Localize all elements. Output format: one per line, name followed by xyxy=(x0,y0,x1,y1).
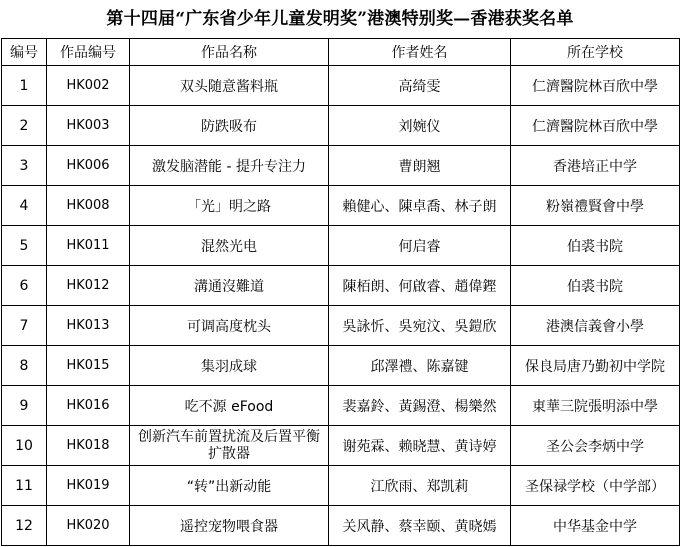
row-number: 11 xyxy=(2,466,47,506)
table-row xyxy=(2,466,680,506)
school-name: 港澳信義會小學 xyxy=(511,306,680,346)
row-number: 9 xyxy=(2,386,47,426)
row-number: 10 xyxy=(2,426,47,466)
table-row xyxy=(2,506,680,546)
work-code: HK016 xyxy=(47,386,130,426)
table-row xyxy=(2,226,680,266)
work-name: 吃不源 eFood xyxy=(130,386,329,426)
work-code: HK002 xyxy=(47,66,130,106)
school-name: 伯裘书院 xyxy=(511,226,680,266)
work-name: 激发脑潜能 - 提升专注力 xyxy=(130,146,329,186)
author-names: 何启睿 xyxy=(329,226,511,266)
school-name: 伯裘书院 xyxy=(511,266,680,306)
author-names: 关风静、蔡幸颐、黄晓嫣 xyxy=(329,506,511,546)
school-name: 香港培正中学 xyxy=(511,146,680,186)
school-name: 保良局唐乃勤初中学院 xyxy=(511,346,680,386)
header-work-code: 作品编号 xyxy=(47,39,130,66)
school-name: 仁濟醫院林百欣中學 xyxy=(511,106,680,146)
work-name: “转”出新动能 xyxy=(130,466,329,506)
author-names: 賴健心、陳卓喬、林子朗 xyxy=(329,186,511,226)
author-names: 高绮雯 xyxy=(329,66,511,106)
table-row xyxy=(2,66,680,106)
header-work-name: 作品名称 xyxy=(130,39,329,66)
header-number: 编号 xyxy=(2,39,47,66)
header-school: 所在学校 xyxy=(511,39,680,66)
work-code: HK012 xyxy=(47,266,130,306)
table-row xyxy=(2,306,680,346)
table-row xyxy=(2,426,680,466)
work-name: 可调高度枕头 xyxy=(130,306,329,346)
row-number: 1 xyxy=(2,66,47,106)
work-name: 混然光电 xyxy=(130,226,329,266)
work-name: 溝通沒難道 xyxy=(130,266,329,306)
row-number: 12 xyxy=(2,506,47,546)
row-number: 4 xyxy=(2,186,47,226)
school-name: 圣保禄学校（中学部） xyxy=(511,466,680,506)
work-name: 遥控宠物喂食器 xyxy=(130,506,329,546)
work-code: HK006 xyxy=(47,146,130,186)
table-row xyxy=(2,266,680,306)
author-names: 江欣雨、郑凯莉 xyxy=(329,466,511,506)
table-row xyxy=(2,386,680,426)
work-code: HK013 xyxy=(47,306,130,346)
author-names: 陳栢朗、何啟睿、趙偉鏗 xyxy=(329,266,511,306)
header-row xyxy=(2,39,680,66)
table-body xyxy=(2,66,680,546)
table-row xyxy=(2,346,680,386)
work-code: HK018 xyxy=(47,426,130,466)
author-names: 曹朗翘 xyxy=(329,146,511,186)
school-name: 粉嶺禮賢會中學 xyxy=(511,186,680,226)
author-names: 邱澤禮、陈嘉键 xyxy=(329,346,511,386)
page-title: 第十四届“广东省少年儿童发明奖”港澳特别奖—香港获奖名单 xyxy=(106,9,574,29)
school-name: 中华基金中学 xyxy=(511,506,680,546)
work-name: 防跌吸布 xyxy=(130,106,329,146)
row-number: 7 xyxy=(2,306,47,346)
row-number: 3 xyxy=(2,146,47,186)
author-names: 刘婉仪 xyxy=(329,106,511,146)
row-number: 5 xyxy=(2,226,47,266)
work-code: HK020 xyxy=(47,506,130,546)
work-name: 创新汽车前置扰流及后置平衡扩散器 xyxy=(130,426,329,466)
work-code: HK008 xyxy=(47,186,130,226)
author-names: 吳詠忻、吳宛汶、吳鎧欣 xyxy=(329,306,511,346)
work-name: 双头随意酱料瓶 xyxy=(130,66,329,106)
row-number: 6 xyxy=(2,266,47,306)
table-row xyxy=(2,146,680,186)
row-number: 8 xyxy=(2,346,47,386)
header-author: 作者姓名 xyxy=(329,39,511,66)
award-table xyxy=(1,38,680,546)
school-name: 仁濟醫院林百欣中學 xyxy=(511,66,680,106)
table-row xyxy=(2,186,680,226)
author-names: 谢苑霖、赖晓慧、黄诗婷 xyxy=(329,426,511,466)
table-row xyxy=(2,106,680,146)
school-name: 東華三院張明添中學 xyxy=(511,386,680,426)
school-name: 圣公会李炳中学 xyxy=(511,426,680,466)
work-name: 「光」明之路 xyxy=(130,186,329,226)
work-code: HK019 xyxy=(47,466,130,506)
work-code: HK003 xyxy=(47,106,130,146)
work-code: HK015 xyxy=(47,346,130,386)
work-code: HK011 xyxy=(47,226,130,266)
author-names: 裴嘉鈴、黃錫澄、楊樂然 xyxy=(329,386,511,426)
work-name: 集羽成球 xyxy=(130,346,329,386)
row-number: 2 xyxy=(2,106,47,146)
